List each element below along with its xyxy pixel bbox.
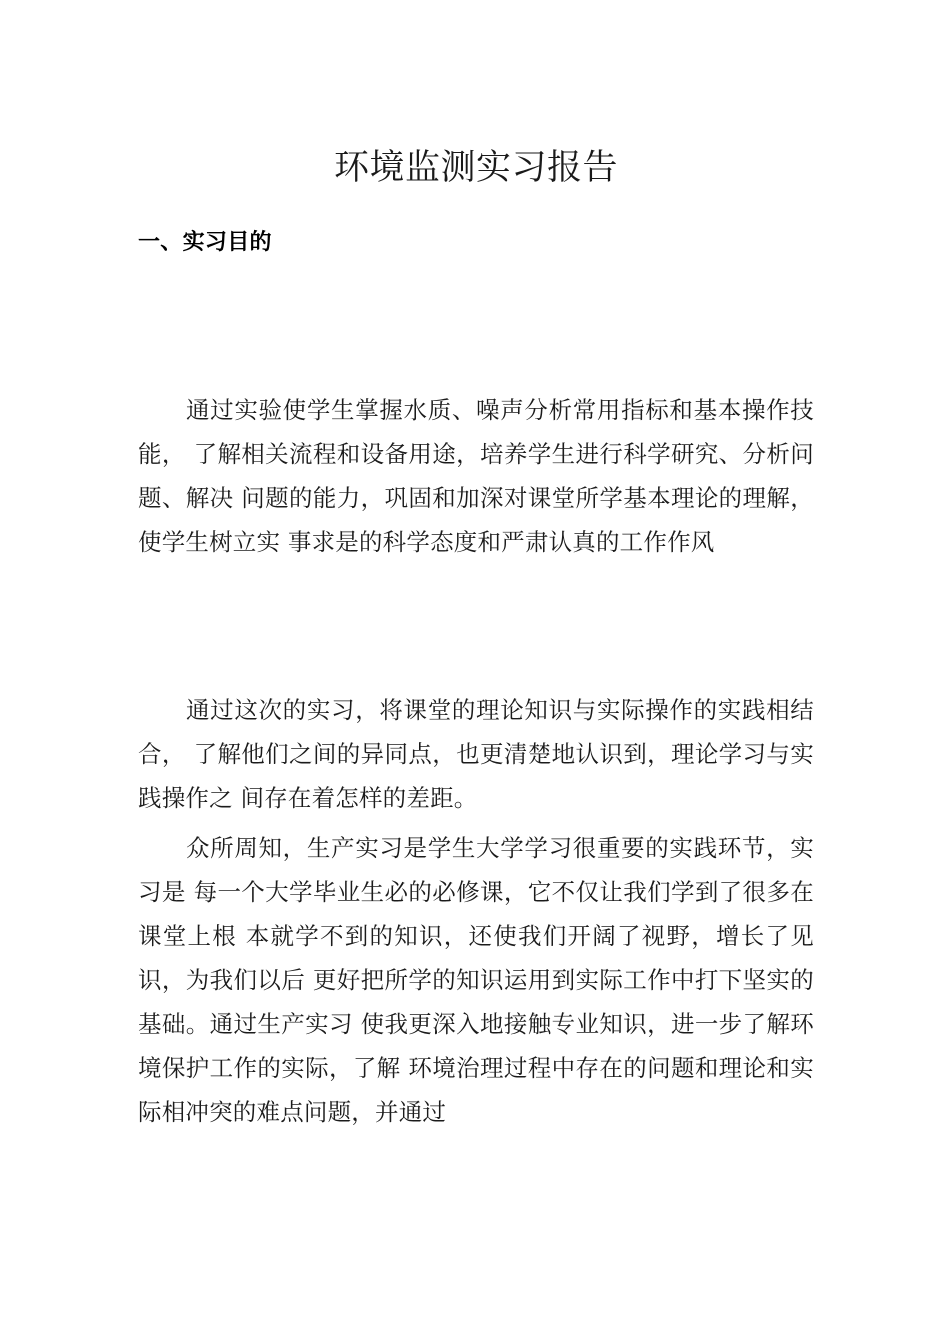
page-title: 环境监测实习报告 xyxy=(333,148,618,188)
paragraph-purpose-1: 通过实验使学生掌握水质、噪声分析常用指标和基本操作技能， 了解相关流程和设备用途，培养学生进行科学研究、分析问题、解决 问题的能力，巩固和加深对课堂所学基本理论的理解，使学生树立实 事求是的科学态度和严肃认真的工作作风 xyxy=(138,396,814,556)
spacer-after-heading xyxy=(138,258,814,388)
paragraph-purpose-3: 众所周知，生产实习是学生大学学习很重要的实践环节，实习是 每一个大学毕业生必的必修课，它不仅让我们学到了很多在课堂上根 本就学不到的知识，还使我们开阔了视野，增长了见识，为我们以后 更好把所学的知识运用到实际工作中打下坚实的基础。通过生产实习 使我更深入地接触专业知识，进一步了解环境保护工作的实际，了解 环境治理过程中存在的问题和理论和实际相冲突的难点问题，并通过 xyxy=(138,834,814,1126)
paragraph-purpose-2: 通过这次的实习，将课堂的理论知识与实际操作的实践相结合， 了解他们之间的异同点，也更清楚地认识到，理论学习与实践操作之 间存在着怎样的差距。 xyxy=(138,696,814,812)
section-heading-purpose: 一、实习目的 xyxy=(138,230,272,255)
spacer-between-paragraph-1-and-2 xyxy=(138,564,814,688)
document-body xyxy=(138,0,814,1134)
